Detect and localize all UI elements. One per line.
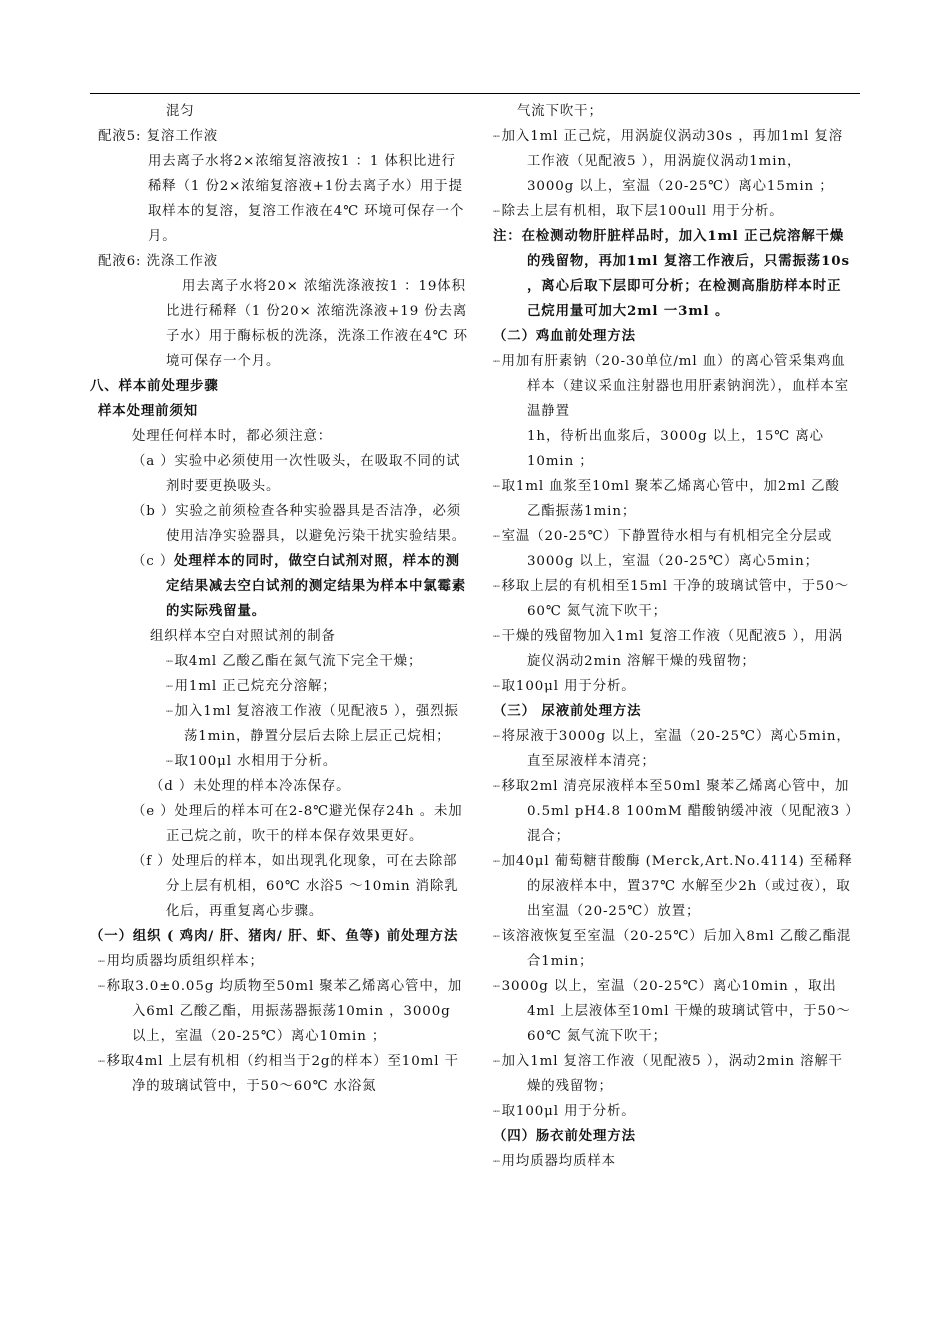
list-item: （a ）实验中必须使用一次性吸头，在吸取不同的试剂时要更换吸头。 (132, 454, 461, 494)
section-heading: （二）鸡血前处理方法 (493, 328, 636, 344)
step-item: ┈ 干燥的残留物加入1ml 复溶工作液（见配液5 ），用涡旋仪涡动2min 溶解干燥的残留物； (493, 624, 853, 674)
step-item: ┈ 移取4ml 上层有机相（约相当于2g的样本）至10ml 干净的玻璃试管中，于50～60℃ 水浴氮 (98, 1049, 470, 1099)
right-column (493, 99, 853, 1174)
step-item: ┈ 取100μl 用于分析。 (493, 1099, 853, 1124)
left-column (90, 99, 470, 1099)
list-marker: （c ） (132, 554, 175, 569)
recipe-heading-5: 配液5: 复溶工作液 (98, 129, 219, 144)
step-item: ┈ 将尿液于3000g 以上，室温（20-25℃）离心5min，直至尿液样本清亮； (493, 724, 853, 774)
step-item: ┈ 取1ml 血浆至10ml 聚苯乙烯离心管中，加2ml 乙酸乙酯振荡1min； (493, 474, 853, 524)
section-heading: 八、样本前处理步骤 (90, 378, 219, 394)
step-item: ┈ 除去上层有机相，取下层100ull 用于分析。 (493, 199, 853, 224)
text-line: 混匀 (166, 104, 195, 119)
step-item: ┈ 用加有肝素钠（20-30单位/ml 血）的离心管采集鸡血样本（建议采血注射器也用肝素钠润洗），血样本室温静置 (493, 349, 853, 424)
step-item: ┈ 取4ml 乙酸乙酯在氮气流下完全干燥； (166, 649, 470, 674)
step-item: ┈ 用均质器均质组织样本； (98, 949, 470, 974)
step-item: ┈ 取100μl 用于分析。 (493, 674, 853, 699)
step-item: ┈ 加40μl 葡萄糖苷酸酶 (Merck,Art.No.4114) 至稀释的尿液样本中，置37℃ 水解至少2h（或过夜），取出室温（20-25℃）放置； (493, 849, 853, 924)
section-heading: （四）肠衣前处理方法 (493, 1128, 636, 1144)
step-item: ┈ 3000g 以上，室温（20-25℃）离心10min ，取出4ml 上层液体至10ml 干燥的玻璃试管中，于50～60℃ 氮气流下吹干； (493, 974, 853, 1049)
recipe-heading-6: 配液6: 洗涤工作液 (98, 254, 219, 269)
step-item: ┈ 室温（20-25℃）下静置待水相与有机相完全分层或3000g 以上，室温（20-25℃）离心5min； (493, 524, 853, 574)
step-item: ┈ 取100μl 水相用于分析。 (166, 749, 470, 774)
list-item: （b ）实验之前须检查各种实验器具是否洁净，必须使用洁净实验器具，以避免污染干扰实验结果。 (132, 504, 467, 544)
step-item: ┈ 用1ml 正己烷充分溶解； (166, 674, 470, 699)
section-heading: （三） 尿液前处理方法 (493, 703, 642, 719)
list-item: （d ）未处理的样本冷冻保存。 (150, 779, 351, 794)
subsection-heading: 样本处理前须知 (98, 403, 199, 419)
step-item: ┈ 移取上层的有机相至15ml 干净的玻璃试管中，于50～60℃ 氮气流下吹干； (493, 574, 853, 624)
bold-note: 处理样本的同时，做空白试剂对照，样本的测定结果减去空白试剂的测定结果为样本中氯霉素的实际残留量。 (166, 553, 467, 619)
paragraph: 用去离子水将2×浓缩复溶液按1 ：1 体积比进行稀释（1 份2×浓缩复溶液+1份去离子水）用于提取样本的复溶，复溶工作液在4℃ 环境可保存一个月。 (148, 154, 465, 244)
step-item: ┈ 加入1ml 复溶工作液（见配液5 ），涡动2min 溶解干燥的残留物； (493, 1049, 853, 1099)
list-item: （e ）处理后的样本可在2-8℃避光保存24h 。未加正己烷之前，吹干的样本保存效果更好。 (132, 804, 463, 844)
paragraph: 处理任何样本时，都必须注意： (132, 429, 333, 444)
step-item: ┈ 移取2ml 清亮尿液样本至50ml 聚苯乙烯离心管中，加0.5ml pH4.8 100mM 醋酸钠缓冲液（见配液3 ）混合； (493, 774, 853, 849)
text-line: 1h，待析出血浆后，3000g 以上，15℃ 离心10min ； (527, 429, 824, 469)
list-item: （f ）处理后的样本，如出现乳化现象，可在去除部分上层有机相，60℃ 水浴5 ～10min 消除乳化后，再重复离心步骤。 (132, 854, 459, 919)
paragraph: 组织样本空白对照试剂的制备 (150, 629, 336, 644)
list-item (132, 549, 470, 624)
step-item: ┈ 加入1ml 正己烷，用涡旋仪涡动30s ，再加1ml 复溶工作液（见配液5 ），用涡旋仪涡动1min， 3000g 以上，室温（20-25℃）离心15min ； (493, 124, 853, 199)
section-heading: （一）组织 ( 鸡肉/ 肝、猪肉/ 肝、虾、鱼等) 前处理方法 (90, 928, 459, 944)
header-rule (90, 93, 860, 94)
step-item: ┈ 加入1ml 复溶液工作液（见配液5 ），强烈振荡1min，静置分层后去除上层正己烷相； (166, 699, 470, 749)
paragraph: 用去离子水将20× 浓缩洗涤液按1 ：19体积比进行稀释（1 份20× 浓缩洗涤液+19 份去离子水）用于酶标板的洗涤，洗涤工作液在4℃ 环境可保存一个月。 (166, 279, 468, 369)
step-item: ┈ 称取3.0±0.05g 均质物至50ml 聚苯乙烯离心管中，加入6ml 乙酸乙酯，用振荡器振荡10min ，3000g 以上，室温（20-25℃）离心10min ； (98, 974, 470, 1049)
step-item: ┈ 用均质器均质样本 (493, 1149, 853, 1174)
text-line: 气流下吹干； (517, 104, 603, 119)
note: 注：在检测动物肝脏样品时，加入1ml 正己烷溶解干燥的残留物，再加1ml 复溶工作液后，只需振荡10s ，离心后取下层即可分析；在检测高脂肪样本时正己烷用量可加大2ml 一3ml 。 (493, 228, 850, 319)
step-item: ┈ 该溶液恢复至室温（20-25℃）后加入8ml 乙酸乙酯混合1min； (493, 924, 853, 974)
